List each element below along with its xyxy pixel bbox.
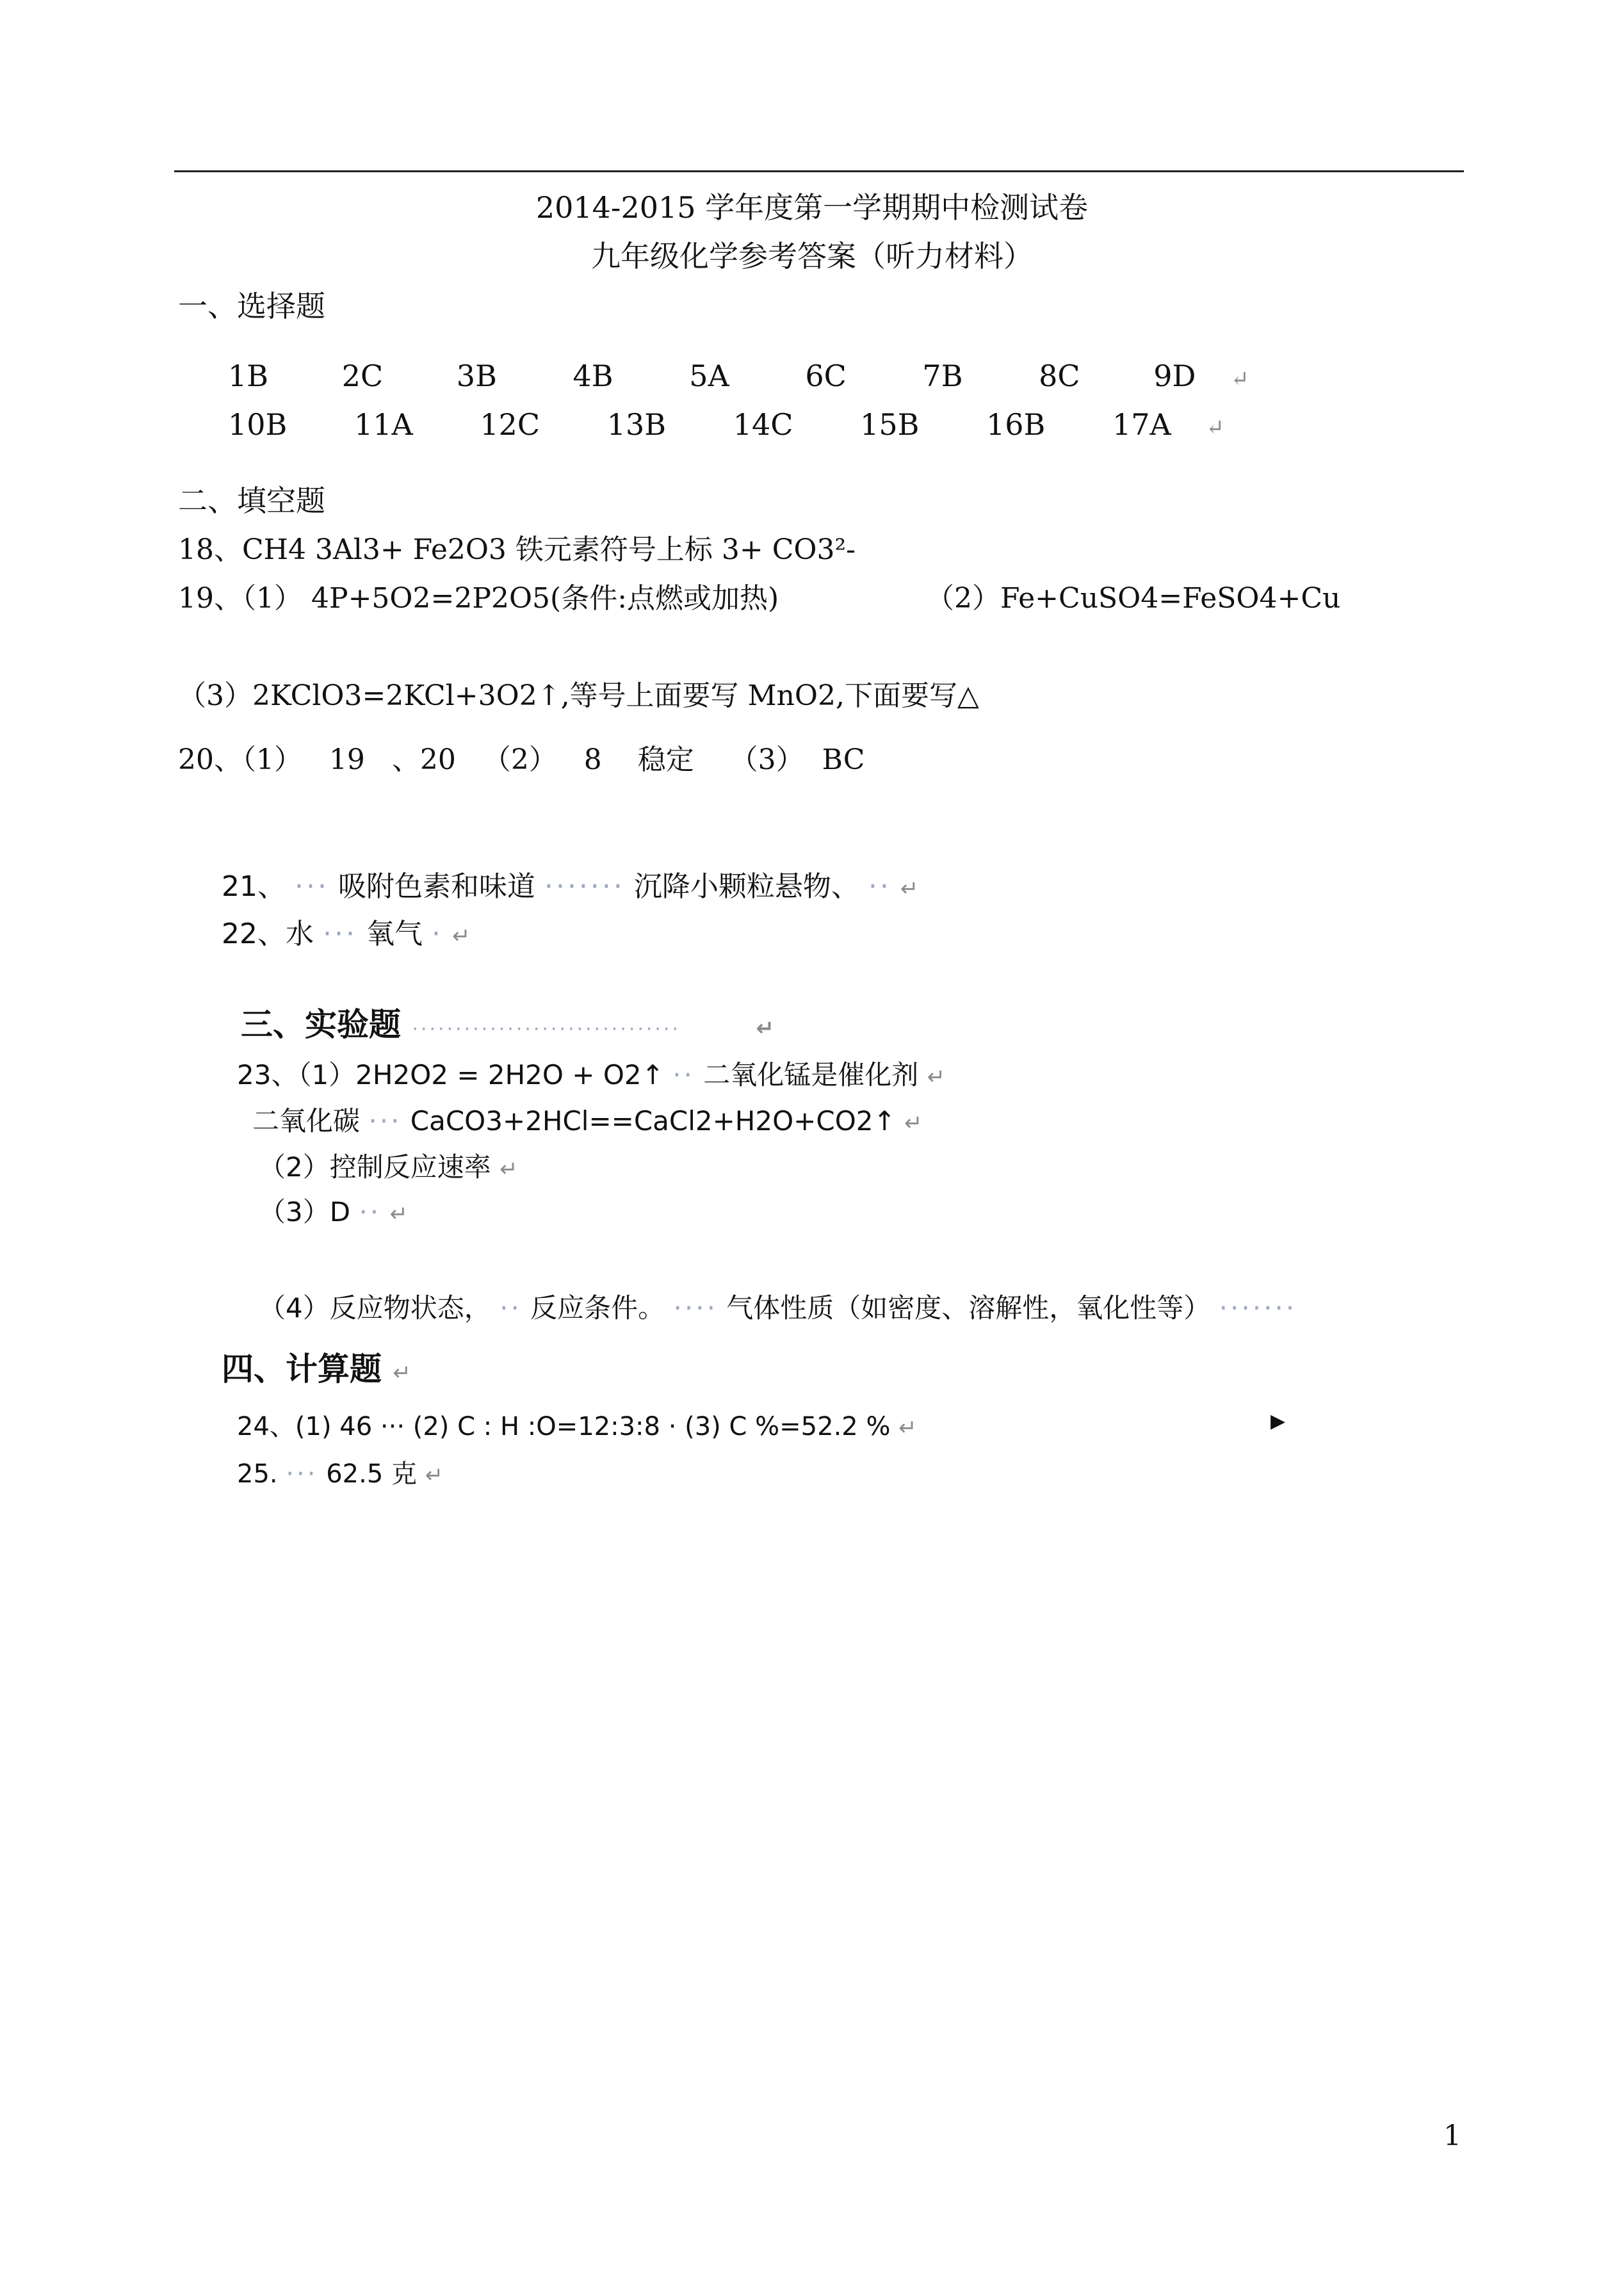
q21-answer-2: 沉降小颗粒悬物、: [633, 870, 859, 903]
page-number: 1: [1443, 2120, 1461, 2152]
answer-q23-4: （4）反应物状态， ·· 反应条件。 ···· 气体性质（如密度、溶解性，氧化性等） ·······: [259, 1292, 1297, 1324]
choice-answer: 6C: [805, 359, 847, 393]
answer-q23-1: 23、（1）2H2O2 = 2H2O + O2↑ ·· 二氧化锰是催化剂 ↵: [237, 1059, 946, 1091]
q24-text: 24、(1) 46 ··· (2) C : H :O=12:3:8 · (3) C %=52.2 %: [237, 1412, 891, 1441]
choice-answer: 9D: [1153, 359, 1196, 393]
answer-q19-part3: （3）2KClO3=2KCl+3O2↑,等号上面要写 MnO2,下面要写△: [178, 679, 979, 712]
answer-q25: 25. ··· 62.5 克 ↵: [237, 1459, 444, 1489]
experiment-heading-text: 三、实验题: [241, 1006, 401, 1043]
arrow-marker-icon: [1271, 1410, 1285, 1432]
answer-q23-3: （3）D ·· ↵: [259, 1196, 408, 1228]
q23-part4-c: 气体性质（如密度、溶解性，氧化性等）: [726, 1292, 1211, 1324]
q25-number: 25.: [237, 1459, 278, 1489]
choice-answer: 16B: [986, 407, 1046, 442]
choice-answer: 17A: [1112, 407, 1171, 442]
answer-q20: 20、（1） 19 、20 （2） 8 稳定 （3） BC: [178, 743, 865, 776]
answer-q19-part2: （2）Fe+CuSO4=FeSO4+Cu: [926, 582, 1341, 615]
q23-co2-label: 二氧化碳: [252, 1105, 361, 1137]
q23-co2-equation: CaCO3+2HCl==CaCl2+H2O+CO2↑: [410, 1105, 896, 1137]
choice-answer: 4B: [572, 359, 613, 393]
paragraph-mark-icon: ↵: [389, 1201, 408, 1227]
calculation-heading-text: 四、计算题: [222, 1350, 382, 1388]
arrow-glyph: ▶: [1271, 1410, 1286, 1432]
section-heading-fill: 二、填空题: [178, 483, 325, 518]
answer-q22: 22、水 ··· 氧气 · ↵: [222, 918, 471, 950]
choice-answers-row-2: [228, 407, 1224, 442]
header-rule: [174, 170, 1464, 172]
q25-answer: 62.5 克: [326, 1459, 417, 1489]
section-heading-calculation: [222, 1343, 411, 1390]
answer-q24: [237, 1406, 917, 1443]
q23-part3-text: （3）D: [259, 1196, 351, 1228]
paragraph-mark-icon: ↵: [499, 1156, 518, 1182]
paragraph-mark-icon: ↵: [756, 1016, 774, 1041]
paragraph-mark-icon: ↵: [898, 1415, 917, 1441]
paragraph-mark-icon: ↵: [1206, 415, 1224, 441]
choice-answer: 7B: [922, 359, 963, 393]
paragraph-mark-icon: ↵: [927, 1064, 946, 1090]
choice-answer: 3B: [456, 359, 497, 393]
section-heading-experiment: 三、实验题 ······························· ↵: [241, 1006, 774, 1043]
choice-answers-row-1: [228, 359, 1249, 393]
choice-answer: 14C: [733, 407, 793, 442]
q23-part2-text: （2）控制反应速率: [259, 1151, 491, 1183]
choice-answer: 2C: [341, 359, 384, 393]
q23-equation: 23、（1）2H2O2 = 2H2O + O2↑: [237, 1059, 664, 1091]
paragraph-mark-icon: ↵: [425, 1463, 444, 1488]
q21-answer-1: 吸附色素和味道: [337, 870, 535, 903]
paragraph-mark-icon: ↵: [904, 1110, 923, 1136]
paragraph-mark-icon: ↵: [393, 1360, 411, 1386]
q22-answer-2: 氧气: [366, 918, 423, 950]
section-heading-choice: 一、选择题: [178, 289, 325, 323]
answer-q18: 18、CH4 3Al3+ Fe2O3 铁元素符号上标 3+ CO3²-: [178, 533, 856, 566]
choice-answer: 5A: [689, 359, 729, 393]
choice-answer: 15B: [860, 407, 920, 442]
title-line-1: 2014-2015 学年度第一学期期中检测试卷: [535, 190, 1089, 225]
choice-answer: 11A: [353, 407, 413, 442]
choice-answer: 8C: [1039, 359, 1080, 393]
q23-catalyst-note: 二氧化锰是催化剂: [703, 1059, 919, 1091]
choice-answer: 13B: [606, 407, 667, 442]
paragraph-mark-icon: ↵: [900, 876, 919, 902]
answer-q23-co2: 二氧化碳 ··· CaCO3+2HCl==CaCl2+H2O+CO2↑ ↵: [252, 1105, 923, 1137]
title-line-2: 九年级化学参考答案（听力材料）: [591, 239, 1033, 273]
q23-part4-b: 反应条件。: [530, 1292, 665, 1324]
q23-part4-a: （4）反应物状态，: [259, 1292, 491, 1324]
choice-answer: 1B: [228, 359, 269, 393]
answer-q23-2: [259, 1146, 518, 1185]
q22-answer-1: 22、水: [222, 918, 314, 950]
choice-answer: 10B: [228, 407, 288, 442]
paragraph-mark-icon: ↵: [451, 923, 471, 949]
paragraph-mark-icon: ↵: [1231, 366, 1249, 392]
choice-answer: 12C: [480, 407, 540, 442]
answer-q21: 21、 ··· 吸附色素和味道 ······· 沉降小颗粒悬物、 ·· ↵: [222, 870, 919, 903]
answer-q19-part1: 19、（1） 4P+5O2=2P2O5(条件:点燃或加热): [178, 582, 779, 615]
q21-number: 21、: [222, 870, 286, 903]
